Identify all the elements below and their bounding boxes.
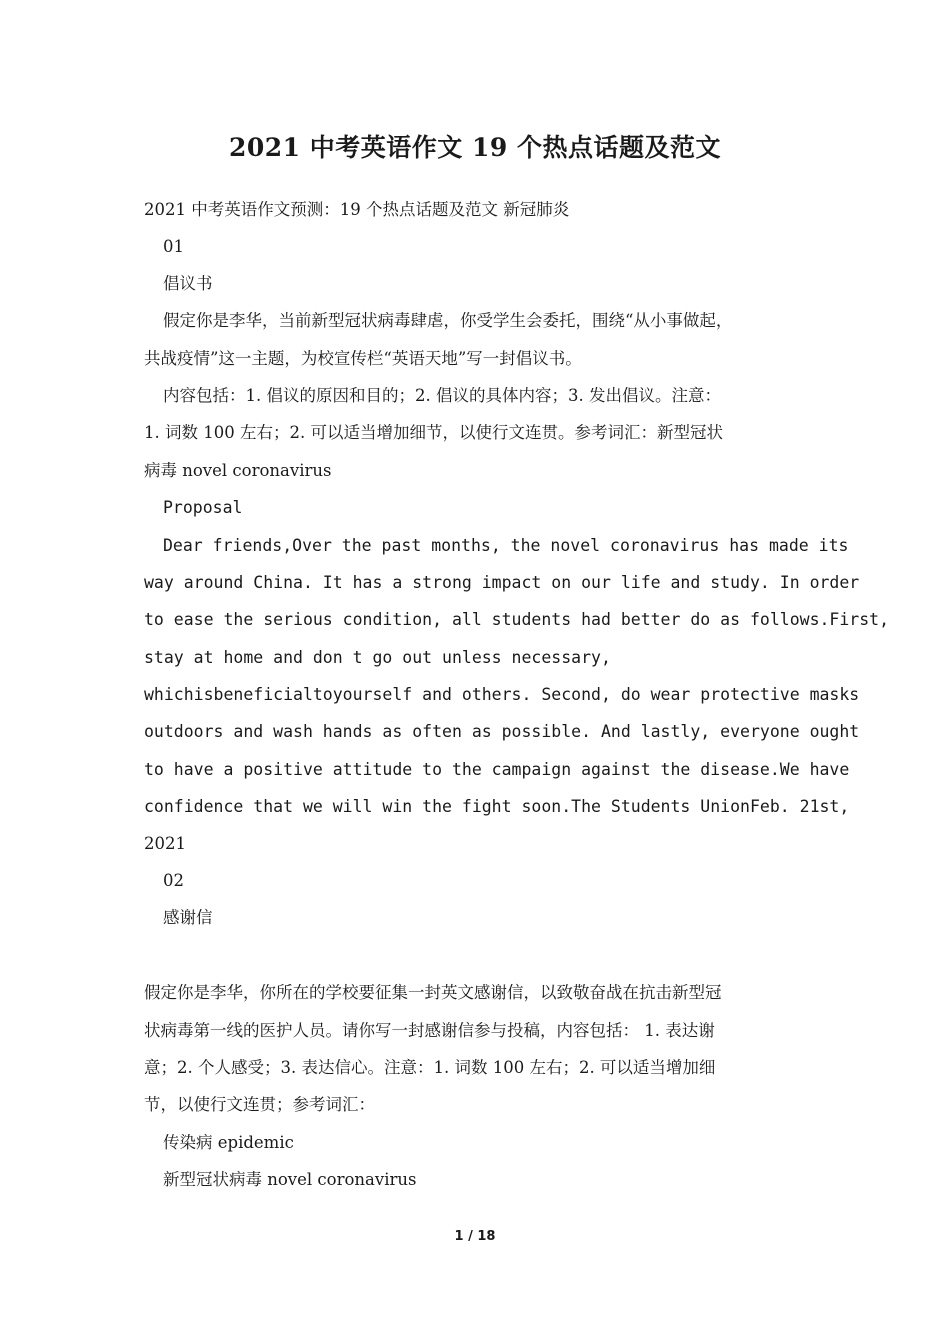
section1-requirements-line: 病毒 novel coronavirus [144,461,332,480]
section1-requirements-line: 1. 词数 100 左右；2. 可以适当增加细节，以使行文连贯。参考词汇：新型冠状 [144,423,723,442]
section2-prompt-line: 意；2. 个人感受；3. 表达信心。注意：1. 词数 100 左右；2. 可以适当增加细 [144,1058,716,1077]
section1-number: 01 [163,237,184,256]
essay-line: to have a positive attitude to the campaign against the disease.We have [144,760,850,779]
essay-line: way around China. It has a strong impact on our life and study. In order [144,573,860,592]
section1-heading: 倡议书 [163,274,213,293]
essay-line: 2021 [144,834,186,853]
section2-number: 02 [163,871,184,890]
essay-line: outdoors and wash hands as often as possible. And lastly, everyone ought [144,722,860,741]
essay-line: to ease the serious condition, all students had better do as follows.First, [144,610,890,629]
essay-line: stay at home and don t go out unless necessary, [144,648,611,667]
section1-prompt-line: 假定你是李华，当前新型冠状病毒肆虐，你受学生会委托，围绕“从小事做起， [163,311,733,330]
essay-line: whichisbeneficialtoyourself and others. Second, do wear protective masks [144,685,860,704]
document-title: 2021 中考英语作文 19 个热点话题及范文 [229,133,721,162]
section2-heading: 感谢信 [163,908,213,927]
section2-prompt-line: 状病毒第一线的医护人员。请你写一封感谢信参与投稿，内容包括： 1. 表达谢 [144,1021,715,1040]
section1-prompt-line: 共战疫情”这一主题，为校宣传栏“英语天地”写一封倡议书。 [144,349,582,368]
section2-prompt-line: 假定你是李华，你所在的学校要征集一封英文感谢信，以致敬奋战在抗击新型冠 [144,983,722,1002]
essay-line: Dear friends,Over the past months, the novel coronavirus has made its [163,536,849,555]
essay-title: Proposal [163,498,243,517]
essay-line: confidence that we will win the fight soon.The Students UnionFeb. 21st, [144,797,850,816]
vocab-item: 新型冠状病毒 novel coronavirus [163,1170,417,1189]
section1-requirements-line: 内容包括：1. 倡议的原因和目的；2. 倡议的具体内容；3. 发出倡议。注意： [163,386,721,405]
vocab-item: 传染病 epidemic [163,1133,294,1152]
page-indicator: 1 / 18 [454,1229,496,1244]
document-subtitle: 2021 中考英语作文预测：19 个热点话题及范文 新冠肺炎 [144,200,570,219]
section2-prompt-line: 节，以使行文连贯；参考词汇： [144,1095,375,1114]
